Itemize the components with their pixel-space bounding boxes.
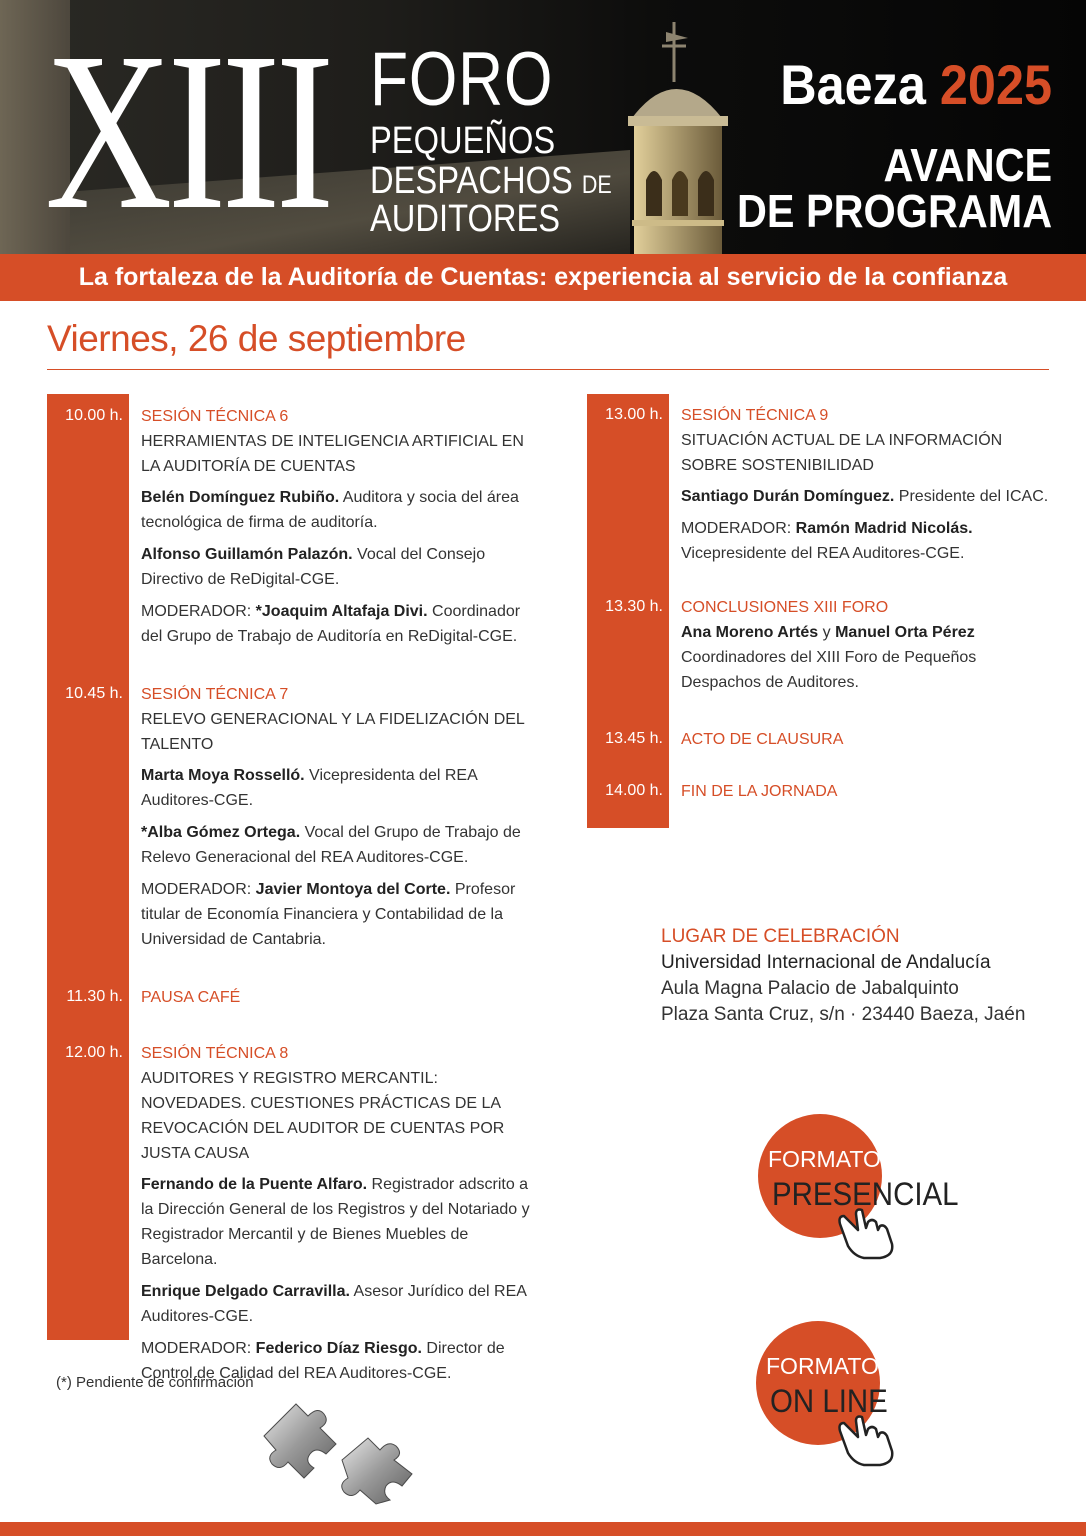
venue-label: LUGAR DE CELEBRACIÓN [661,926,900,947]
speaker: Enrique Delgado Carravilla. Asesor Jurídico del REA Auditores-CGE. [141,1283,527,1325]
moderator: MODERADOR: Ramón Madrid Nicolás. Vicepresidente del REA Auditores-CGE. [681,520,973,562]
hand-pointer-icon [836,1407,898,1469]
session-title: SESIÓN TÉCNICA 8 [141,1045,289,1062]
format-type: ON LINE [770,1383,888,1419]
speaker: Marta Moya Rosselló. Vicepresidenta del REA Auditores-CGE. [141,767,477,809]
session-time: 11.30 h. [66,988,123,1005]
moderator: MODERADOR: Federico Díaz Riesgo. Director de Control de Calidad del REA Auditores-CGE. [141,1340,505,1382]
moderator: MODERADOR: *Joaquim Altafaja Divi. Coordinador del Grupo de Trabajo de Auditoría en ReDigital-CGE. [141,603,521,645]
session-topic: HERRAMIENTAS DE INTELIGENCIA ARTIFICIAL EN LA AUDITORÍA DE CUENTAS [141,433,524,475]
format-online-button[interactable] [756,1321,888,1445]
format-type: PRESENCIAL [772,1176,959,1212]
title-line-1: PEQUEÑOS [370,120,556,162]
speaker: Alfonso Guillamón Palazón. Vocal del Consejo Directivo de ReDigital-CGE. [141,546,486,588]
venue-name: Universidad Internacional de Andalucía [661,952,991,973]
format-label: FORMATO [768,1146,881,1172]
session-topic: AUDITORES Y REGISTRO MERCANTIL: NOVEDADES. CUESTIONES PRÁCTICAS DE LA REVOCACIÓN DEL AUDITOR DE CUENTAS POR JUSTA CAUSA [141,1070,505,1162]
session-time: 14.00 h. [605,782,663,799]
puzzle-pieces-image [256,1396,446,1506]
venue-address: Plaza Santa Cruz, s/n · 23440 Baeza, Jaén [661,1004,1026,1025]
format-label: FORMATO [766,1353,879,1379]
speaker: Fernando de la Puente Alfaro. Registrador adscrito a la Dirección General de los Registros y del Notariado y Registrador Mercantil y de Bienes Muebles de Barcelona. [141,1176,530,1268]
speaker: Santiago Durán Domínguez. Presidente del ICAC. [681,488,1049,505]
session-title: SESIÓN TÉCNICA 9 [681,407,829,424]
edition-number: XIII [45,6,330,254]
session-topic: RELEVO GENERACIONAL Y LA FIDELIZACIÓN DEL TALENTO [141,711,525,753]
session-time: 13.45 h. [605,730,663,747]
moderator: MODERADOR: Javier Montoya del Corte. Profesor titular de Economía Financiera y Contabilidad de la Universidad de Cantabria. [141,881,516,948]
session-time: 13.30 h. [605,598,663,615]
session-title: SESIÓN TÉCNICA 6 [141,408,289,425]
speaker: *Alba Gómez Ortega. Vocal del Grupo de Trabajo de Relevo Generacional del REA Auditores-CGE. [141,824,521,866]
coordinators-role: Coordinadores del XIII Foro de Pequeños Despachos de Auditores. [681,649,977,691]
format-presencial-button[interactable] [758,1114,959,1238]
session-time: 13.00 h. [605,406,663,423]
session-title: ACTO DE CLAUSURA [681,731,844,748]
tagline-banner: La fortaleza de la Auditoría de Cuentas: experiencia al servicio de la confianza [0,254,1086,301]
session-topic: SITUACIÓN ACTUAL DE LA INFORMACIÓN SOBRE SOSTENIBILIDAD [681,432,1003,474]
divider [47,369,1049,370]
venue-block [661,924,1025,1028]
session-time: 12.00 h. [65,1044,123,1061]
coordinators: Ana Moreno Artés y Manuel Orta Pérez [681,624,975,641]
speaker: Belén Domínguez Rubiño. Auditora y socia del área tecnológica de firma de auditoría. [141,489,519,531]
session-title: SESIÓN TÉCNICA 7 [141,686,289,703]
title-line-2: DESPACHOS DE [370,160,612,202]
session-title: FIN DE LA JORNADA [681,783,838,800]
hand-pointer-icon [836,1200,898,1262]
session-title: PAUSA CAFÉ [141,989,241,1006]
foro-word: FORO [370,37,554,122]
venue-room: Aula Magna Palacio de Jabalquinto [661,978,959,999]
time-bar [47,394,129,1340]
session-time: 10.45 h. [65,685,123,702]
program-label: AVANCE DE PROGRAMA [736,139,1052,237]
header-banner [0,0,1086,254]
bell-tower-image [618,20,742,254]
footnote: (*) Pendiente de confirmación [56,1374,254,1391]
session-title: CONCLUSIONES XIII FORO [681,599,889,616]
city-year: Baeza 2025 [780,53,1052,116]
title-line-3: AUDITORES [370,198,561,240]
session-time: 10.00 h. [65,407,123,424]
footer-bar [0,1522,1086,1536]
day-title: Viernes, 26 de septiembre [47,318,466,359]
